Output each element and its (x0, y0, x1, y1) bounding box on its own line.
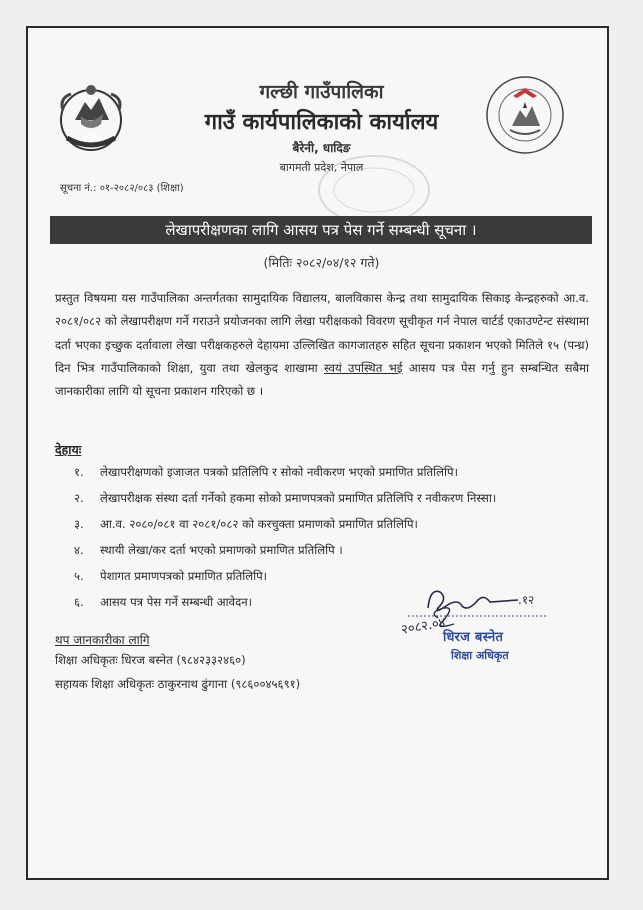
office-title: गाउँ कार्यपालिकाको कार्यालय (204, 110, 439, 135)
province-line: बागमती प्रदेश, नेपाल (279, 161, 364, 174)
notice-body (55, 287, 589, 403)
contact-line: सहायक शिक्षा अधिकृतः ठाकुरनाथ ढुंगाना (९८६००४५६९१) (55, 677, 301, 691)
notice-reference-number: सूचना नं.: ०१-२०८२/०८३ (शिक्षा) (60, 183, 184, 194)
list-item-number: २. (74, 491, 84, 505)
notice-date: (मितिः २०८२/०४/१२ गते) (263, 255, 380, 270)
svg-text:.१२: .१२ (518, 593, 535, 607)
list-item (74, 540, 594, 566)
municipality-name: गल्छी गाउँपालिका (259, 81, 384, 103)
list-item-text: स्थायी लेखा/कर दर्ता भएको प्रमाणको प्रमाणित प्रतिलिपि । (100, 543, 343, 557)
office-location: बैरेनी, धादिङ (292, 141, 351, 155)
notice-title-banner: लेखापरीक्षणका लागि आसय पत्र पेस गर्ने सम्बन्धी सूचना । (50, 216, 592, 244)
contacts-heading: थप जानकारीका लागि (55, 633, 150, 647)
list-item-number: ५. (74, 569, 84, 583)
body-underlined-text: स्वयं उपस्थित भई (324, 360, 403, 375)
body-text-1: प्रस्तुत विषयमा यस गाउँपालिका अन्तर्गतका सामुदायिक विद्यालय, बालविकास केन्द्र तथा सामुदायिक सिकाइ केन्द्रहरुको आ.व. २०८१/०८२ को लेखापरीक्षण गर्ने गराउने प्रयोजनका लागि लेखा परीक्षकको विवरण सूचीकृत गर्न नेपाल चार्टर्ड एकाउण्टेन्ट संस्थामा दर्ता भएका इच्छुक दर्तावाला लेखा परीक्षकहरुले देहायमा उल्लिखित कागजातहरु सहित सूचना प्रकाशन भएको मितिले १५ (पन्ध्र) दिन भित्र गाउँपालिकाको शिक्षा, युवा तथा खेलकुद शाखामा (55, 291, 589, 375)
list-item-text: लेखापरीक्षक संस्था दर्ता गर्नेको हकमा सोको प्रमाणपत्रको प्रमाणित प्रतिलिपि र नवीकरण निस्सा। (100, 491, 497, 505)
svg-text:२०८२.०४: २०८२.०४ (400, 615, 447, 638)
list-item-text: पेशागत प्रमाणपत्रको प्रमाणित प्रतिलिपि। (100, 569, 268, 583)
contact-line: शिक्षा अधिकृतः धिरज बस्नेत (९८४२३३२४६०) (55, 653, 246, 667)
list-item-number: १. (74, 465, 84, 479)
list-item-text: लेखापरीक्षणको इजाजत पत्रको प्रतिलिपि र सोको नवीकरण भएको प्रमाणित प्रतिलिपि। (100, 465, 458, 479)
requirements-heading: देहायः (55, 442, 82, 457)
list-item-number: ४. (74, 543, 84, 557)
list-item-text: आसय पत्र पेस गर्ने सम्बन्धी आवेदन। (100, 595, 253, 609)
list-item-number: ६. (74, 595, 84, 609)
list-item (74, 514, 594, 540)
list-item-number: ३. (74, 517, 84, 531)
list-item (74, 488, 594, 514)
signatory-name: धिरज बस्नेत (443, 630, 504, 645)
body-text-2: आसय पत्र पेस गर्नु हुन सम्बन्धित सबैमा जानकारीका लागि यो सूचना प्रकाशन गरिएको छ । (55, 360, 590, 399)
list-item (74, 462, 594, 488)
list-item-text: आ.व. २०८०/०८१ वा २०८१/०८२ को करचुक्ता प्रमाणको प्रमाणित प्रतिलिपि। (100, 517, 418, 531)
signatory-title: शिक्षा अधिकृत (451, 649, 509, 662)
